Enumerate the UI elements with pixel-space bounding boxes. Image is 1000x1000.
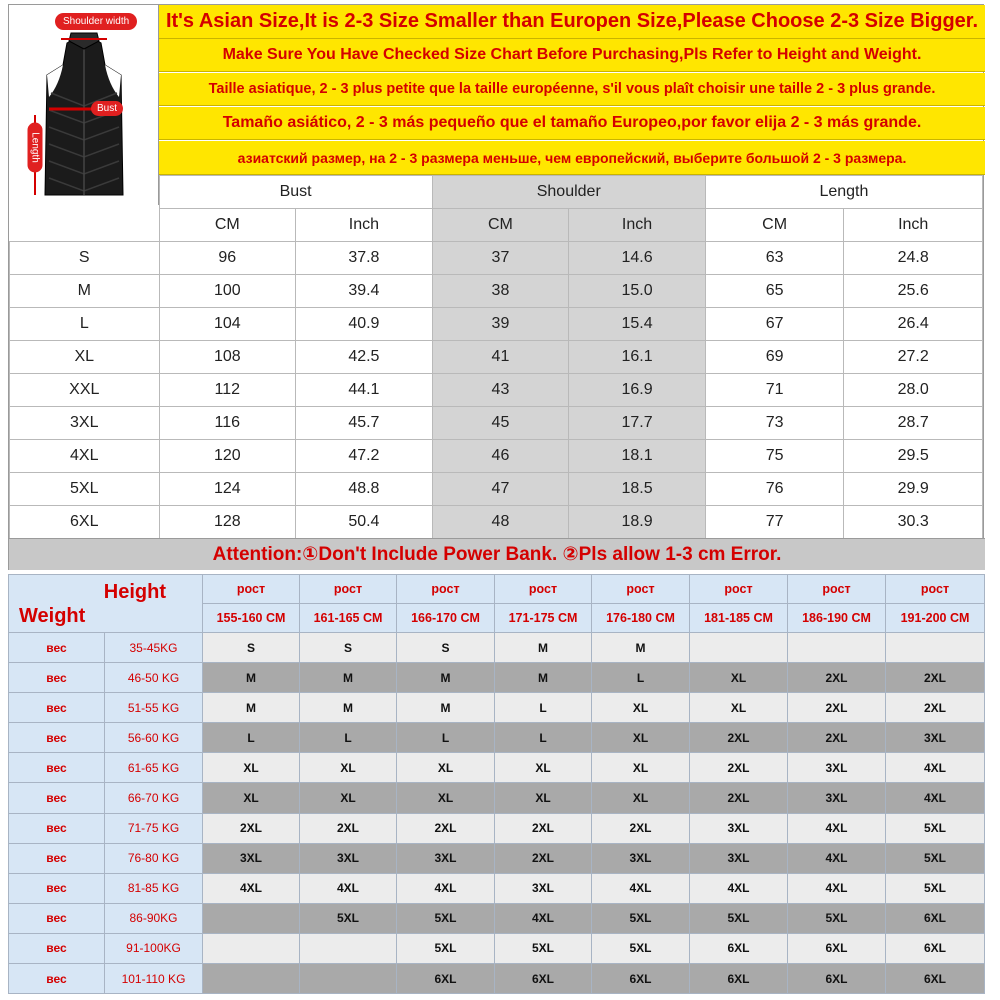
recommended-size-cell: 3XL <box>592 843 690 873</box>
size-value-cell: 48.8 <box>296 473 433 506</box>
recommended-size-cell <box>886 633 985 663</box>
weight-word-cell: вес <box>9 723 105 753</box>
recommended-size-cell: 4XL <box>495 903 592 933</box>
size-label: S <box>10 242 160 275</box>
size-value-cell: 17.7 <box>569 407 706 440</box>
size-row <box>10 242 983 275</box>
size-value-cell: 37.8 <box>296 242 433 275</box>
size-value-cell: 65 <box>705 275 844 308</box>
recommended-size-cell: 2XL <box>495 813 592 843</box>
weight-word-cell: вес <box>9 873 105 903</box>
recommended-size-cell: 2XL <box>690 753 788 783</box>
unit-header: Inch <box>569 209 706 242</box>
weight-word-cell: вес <box>9 663 105 693</box>
recommended-size-cell: 6XL <box>690 964 788 994</box>
recommended-size-cell <box>788 633 886 663</box>
height-word-header: рост <box>300 575 397 604</box>
size-value-cell: 120 <box>159 440 296 473</box>
size-row <box>10 407 983 440</box>
height-weight-section <box>8 574 984 998</box>
weight-row <box>9 663 985 693</box>
recommended-size-cell: 5XL <box>397 903 495 933</box>
recommended-size-cell: L <box>592 663 690 693</box>
recommended-size-cell: 6XL <box>886 933 985 963</box>
size-value-cell: 108 <box>159 341 296 374</box>
size-row <box>10 473 983 506</box>
recommended-size-cell <box>300 933 397 963</box>
recommended-size-cell: L <box>495 693 592 723</box>
recommended-size-cell: L <box>397 723 495 753</box>
recommended-size-cell: 3XL <box>690 813 788 843</box>
weight-word-cell: вес <box>9 753 105 783</box>
size-value-cell: 76 <box>705 473 844 506</box>
recommended-size-cell: XL <box>690 663 788 693</box>
height-range-header: 181-185 CM <box>690 604 788 633</box>
size-row <box>10 308 983 341</box>
weight-range-cell: 71-75 KG <box>105 813 203 843</box>
weight-range-cell: 51-55 KG <box>105 693 203 723</box>
size-value-cell: 112 <box>159 374 296 407</box>
size-value-cell: 40.9 <box>296 308 433 341</box>
recommended-size-cell: 6XL <box>788 964 886 994</box>
size-label: 4XL <box>10 440 160 473</box>
size-value-cell: 28.0 <box>844 374 983 407</box>
size-value-cell: 124 <box>159 473 296 506</box>
size-table <box>9 175 983 539</box>
size-value-cell: 116 <box>159 407 296 440</box>
corner-header <box>9 575 203 633</box>
weight-word-cell: вес <box>9 783 105 813</box>
group-header-length: Length <box>705 176 982 209</box>
recommended-size-cell: XL <box>592 783 690 813</box>
size-value-cell: 63 <box>705 242 844 275</box>
recommended-size-cell: 3XL <box>300 843 397 873</box>
weight-row <box>9 753 985 783</box>
recommended-size-cell: XL <box>203 753 300 783</box>
size-row <box>10 440 983 473</box>
unit-header-row <box>10 209 983 242</box>
size-value-cell: 71 <box>705 374 844 407</box>
recommended-size-cell: 2XL <box>397 813 495 843</box>
corner-height-label: Height <box>103 581 166 603</box>
recommended-size-cell: M <box>203 663 300 693</box>
size-value-cell: 42.5 <box>296 341 433 374</box>
size-value-cell: 104 <box>159 308 296 341</box>
recommended-size-cell: 6XL <box>886 903 985 933</box>
recommended-size-cell: 6XL <box>592 964 690 994</box>
height-range-header: 186-190 CM <box>788 604 886 633</box>
recommended-size-cell: M <box>495 663 592 693</box>
recommended-size-cell: XL <box>690 693 788 723</box>
recommended-size-cell: 6XL <box>886 964 985 994</box>
weight-row <box>9 933 985 963</box>
recommended-size-cell: XL <box>397 783 495 813</box>
recommended-size-cell: 2XL <box>495 843 592 873</box>
recommended-size-cell: XL <box>300 783 397 813</box>
recommended-size-cell: 2XL <box>690 723 788 753</box>
size-value-cell: 77 <box>705 506 844 539</box>
weight-word-cell: вес <box>9 964 105 994</box>
recommended-size-cell: L <box>495 723 592 753</box>
size-row <box>10 374 983 407</box>
size-value-cell: 15.4 <box>569 308 706 341</box>
weight-word-cell: вес <box>9 633 105 663</box>
size-value-cell: 45 <box>432 407 569 440</box>
recommended-size-cell: XL <box>300 753 397 783</box>
size-value-cell: 44.1 <box>296 374 433 407</box>
recommended-size-cell: 3XL <box>788 783 886 813</box>
size-value-cell: 50.4 <box>296 506 433 539</box>
height-word-header: рост <box>690 575 788 604</box>
height-word-header: рост <box>592 575 690 604</box>
size-value-cell: 48 <box>432 506 569 539</box>
recommended-size-cell <box>203 903 300 933</box>
recommended-size-cell: 4XL <box>886 783 985 813</box>
weight-row <box>9 964 985 994</box>
recommended-size-cell: 2XL <box>203 813 300 843</box>
weight-word-cell: вес <box>9 693 105 723</box>
recommended-size-cell: 3XL <box>397 843 495 873</box>
size-value-cell: 41 <box>432 341 569 374</box>
recommended-size-cell: S <box>300 633 397 663</box>
group-header-shoulder: Shoulder <box>432 176 705 209</box>
banner-russian: азиатский размер, на 2 - 3 размера меньше, чем европейский, выберите большой 2 - 3 размера. <box>159 141 985 175</box>
size-value-cell: 39 <box>432 308 569 341</box>
height-word-header: рост <box>788 575 886 604</box>
recommended-size-cell: 2XL <box>886 663 985 693</box>
recommended-size-cell: 2XL <box>690 783 788 813</box>
recommended-size-cell: 3XL <box>495 873 592 903</box>
recommended-size-cell: 4XL <box>788 843 886 873</box>
weight-row <box>9 873 985 903</box>
recommended-size-cell: 4XL <box>886 753 985 783</box>
unit-header: Inch <box>844 209 983 242</box>
corner-weight-label: Weight <box>19 605 86 627</box>
size-value-cell: 45.7 <box>296 407 433 440</box>
height-word-header: рост <box>203 575 300 604</box>
recommended-size-cell <box>300 964 397 994</box>
recommended-size-cell: L <box>300 723 397 753</box>
height-word-header: рост <box>886 575 985 604</box>
size-value-cell: 24.8 <box>844 242 983 275</box>
size-value-cell: 15.0 <box>569 275 706 308</box>
size-value-cell: 43 <box>432 374 569 407</box>
recommended-size-cell: 5XL <box>788 903 886 933</box>
recommended-size-cell: 6XL <box>788 933 886 963</box>
size-value-cell: 46 <box>432 440 569 473</box>
weight-word-cell: вес <box>9 903 105 933</box>
size-value-cell: 29.5 <box>844 440 983 473</box>
size-value-cell: 67 <box>705 308 844 341</box>
recommended-size-cell: 5XL <box>886 843 985 873</box>
height-range-header: 176-180 CM <box>592 604 690 633</box>
size-row <box>10 506 983 539</box>
recommended-size-cell: 3XL <box>690 843 788 873</box>
recommended-size-cell: 2XL <box>592 813 690 843</box>
weight-word-cell: вес <box>9 843 105 873</box>
recommended-size-cell: XL <box>495 753 592 783</box>
weight-range-cell: 76-80 KG <box>105 843 203 873</box>
weight-range-cell: 81-85 KG <box>105 873 203 903</box>
recommended-size-cell: M <box>592 633 690 663</box>
recommended-size-cell <box>203 933 300 963</box>
size-value-cell: 16.9 <box>569 374 706 407</box>
size-value-cell: 28.7 <box>844 407 983 440</box>
banner-asian-size: It's Asian Size,It is 2-3 Size Smaller than Europen Size,Please Choose 2-3 Size Bigger. <box>159 5 985 39</box>
size-label: L <box>10 308 160 341</box>
height-range-header: 171-175 CM <box>495 604 592 633</box>
unit-header: CM <box>159 209 296 242</box>
size-value-cell: 37 <box>432 242 569 275</box>
recommended-size-cell: S <box>397 633 495 663</box>
recommended-size-cell: 3XL <box>886 723 985 753</box>
size-chart-section <box>8 4 984 570</box>
size-value-cell: 38 <box>432 275 569 308</box>
recommended-size-cell: M <box>203 693 300 723</box>
height-range-header: 155-160 CM <box>203 604 300 633</box>
recommended-size-cell <box>203 964 300 994</box>
size-value-cell: 18.1 <box>569 440 706 473</box>
recommended-size-cell: M <box>300 693 397 723</box>
length-label: Length <box>28 123 43 173</box>
recommended-size-cell: 5XL <box>886 873 985 903</box>
recommended-size-cell: 4XL <box>690 873 788 903</box>
size-label: XL <box>10 341 160 374</box>
recommended-size-cell: 4XL <box>788 813 886 843</box>
recommended-size-cell: XL <box>592 723 690 753</box>
recommended-size-cell: XL <box>397 753 495 783</box>
weight-range-cell: 61-65 KG <box>105 753 203 783</box>
recommended-size-cell: 2XL <box>886 693 985 723</box>
weight-range-cell: 101-110 KG <box>105 964 203 994</box>
size-value-cell: 29.9 <box>844 473 983 506</box>
height-range-header: 191-200 CM <box>886 604 985 633</box>
weight-word-cell: вес <box>9 813 105 843</box>
height-header-row <box>9 575 985 604</box>
bust-label: Bust <box>91 101 123 116</box>
weight-row <box>9 783 985 813</box>
blank-cell <box>10 209 160 242</box>
banner-check-chart: Make Sure You Have Checked Size Chart Before Purchasing,Pls Refer to Height and Weight. <box>159 39 985 72</box>
size-label: 6XL <box>10 506 160 539</box>
size-label: M <box>10 275 160 308</box>
weight-row <box>9 813 985 843</box>
size-value-cell: 30.3 <box>844 506 983 539</box>
recommended-size-cell: 5XL <box>592 933 690 963</box>
recommended-size-cell: S <box>203 633 300 663</box>
weight-row <box>9 723 985 753</box>
weight-range-cell: 35-45KG <box>105 633 203 663</box>
unit-header: CM <box>705 209 844 242</box>
recommended-size-cell: 3XL <box>203 843 300 873</box>
recommended-size-cell: 2XL <box>788 663 886 693</box>
size-value-cell: 14.6 <box>569 242 706 275</box>
recommended-size-cell: 5XL <box>300 903 397 933</box>
height-word-header: рост <box>495 575 592 604</box>
size-value-cell: 100 <box>159 275 296 308</box>
recommended-size-cell: XL <box>495 783 592 813</box>
recommended-size-cell: M <box>397 693 495 723</box>
shoulder-width-label: Shoulder width <box>55 13 137 30</box>
size-value-cell: 18.9 <box>569 506 706 539</box>
height-weight-table <box>8 574 985 994</box>
recommended-size-cell: 3XL <box>788 753 886 783</box>
group-header-bust: Bust <box>159 176 432 209</box>
size-value-cell: 18.5 <box>569 473 706 506</box>
recommended-size-cell: 2XL <box>300 813 397 843</box>
weight-row <box>9 903 985 933</box>
recommended-size-cell: 4XL <box>592 873 690 903</box>
weight-row <box>9 843 985 873</box>
weight-range-cell: 86-90KG <box>105 903 203 933</box>
recommended-size-cell: M <box>495 633 592 663</box>
recommended-size-cell: 4XL <box>300 873 397 903</box>
recommended-size-cell: 5XL <box>592 903 690 933</box>
recommended-size-cell: 2XL <box>788 723 886 753</box>
size-value-cell: 26.4 <box>844 308 983 341</box>
size-value-cell: 25.6 <box>844 275 983 308</box>
size-value-cell: 47.2 <box>296 440 433 473</box>
recommended-size-cell: M <box>397 663 495 693</box>
height-word-header: рост <box>397 575 495 604</box>
recommended-size-cell: XL <box>592 753 690 783</box>
recommended-size-cell: 4XL <box>397 873 495 903</box>
recommended-size-cell: 5XL <box>690 903 788 933</box>
weight-range-cell: 91-100KG <box>105 933 203 963</box>
recommended-size-cell: M <box>300 663 397 693</box>
weight-range-cell: 66-70 KG <box>105 783 203 813</box>
size-value-cell: 16.1 <box>569 341 706 374</box>
recommended-size-cell: 4XL <box>203 873 300 903</box>
recommended-size-cell: 6XL <box>495 964 592 994</box>
attention-note: Attention:①Don't Include Power Bank. ②Pls allow 1-3 cm Error. <box>9 538 985 570</box>
size-value-cell: 47 <box>432 473 569 506</box>
recommended-size-cell: 6XL <box>397 964 495 994</box>
weight-range-cell: 46-50 KG <box>105 663 203 693</box>
size-value-cell: 39.4 <box>296 275 433 308</box>
weight-word-cell: вес <box>9 933 105 963</box>
size-value-cell: 96 <box>159 242 296 275</box>
recommended-size-cell: 5XL <box>886 813 985 843</box>
height-range-header: 161-165 CM <box>300 604 397 633</box>
size-value-cell: 128 <box>159 506 296 539</box>
recommended-size-cell <box>690 633 788 663</box>
banner-spanish: Tamaño asiático, 2 - 3 más pequeño que el tamaño Europeo,por favor elija 2 - 3 más grande. <box>159 107 985 140</box>
recommended-size-cell: 2XL <box>788 693 886 723</box>
size-label: 3XL <box>10 407 160 440</box>
size-label: XXL <box>10 374 160 407</box>
blank-cell <box>10 176 160 209</box>
recommended-size-cell: XL <box>592 693 690 723</box>
size-value-cell: 73 <box>705 407 844 440</box>
size-row <box>10 275 983 308</box>
height-range-header: 166-170 CM <box>397 604 495 633</box>
size-value-cell: 75 <box>705 440 844 473</box>
recommended-size-cell: L <box>203 723 300 753</box>
unit-header: Inch <box>296 209 433 242</box>
size-label: 5XL <box>10 473 160 506</box>
banner-french: Taille asiatique, 2 - 3 plus petite que la taille européenne, s'il vous plaît choisir une taille 2 - 3 plus grande. <box>159 73 985 106</box>
unit-header: CM <box>432 209 569 242</box>
recommended-size-cell: 5XL <box>495 933 592 963</box>
size-value-cell: 27.2 <box>844 341 983 374</box>
recommended-size-cell: 6XL <box>690 933 788 963</box>
recommended-size-cell: XL <box>203 783 300 813</box>
recommended-size-cell: 5XL <box>397 933 495 963</box>
size-value-cell: 69 <box>705 341 844 374</box>
weight-range-cell: 56-60 KG <box>105 723 203 753</box>
group-header-row <box>10 176 983 209</box>
recommended-size-cell: 4XL <box>788 873 886 903</box>
size-row <box>10 341 983 374</box>
weight-row <box>9 693 985 723</box>
weight-row <box>9 633 985 663</box>
